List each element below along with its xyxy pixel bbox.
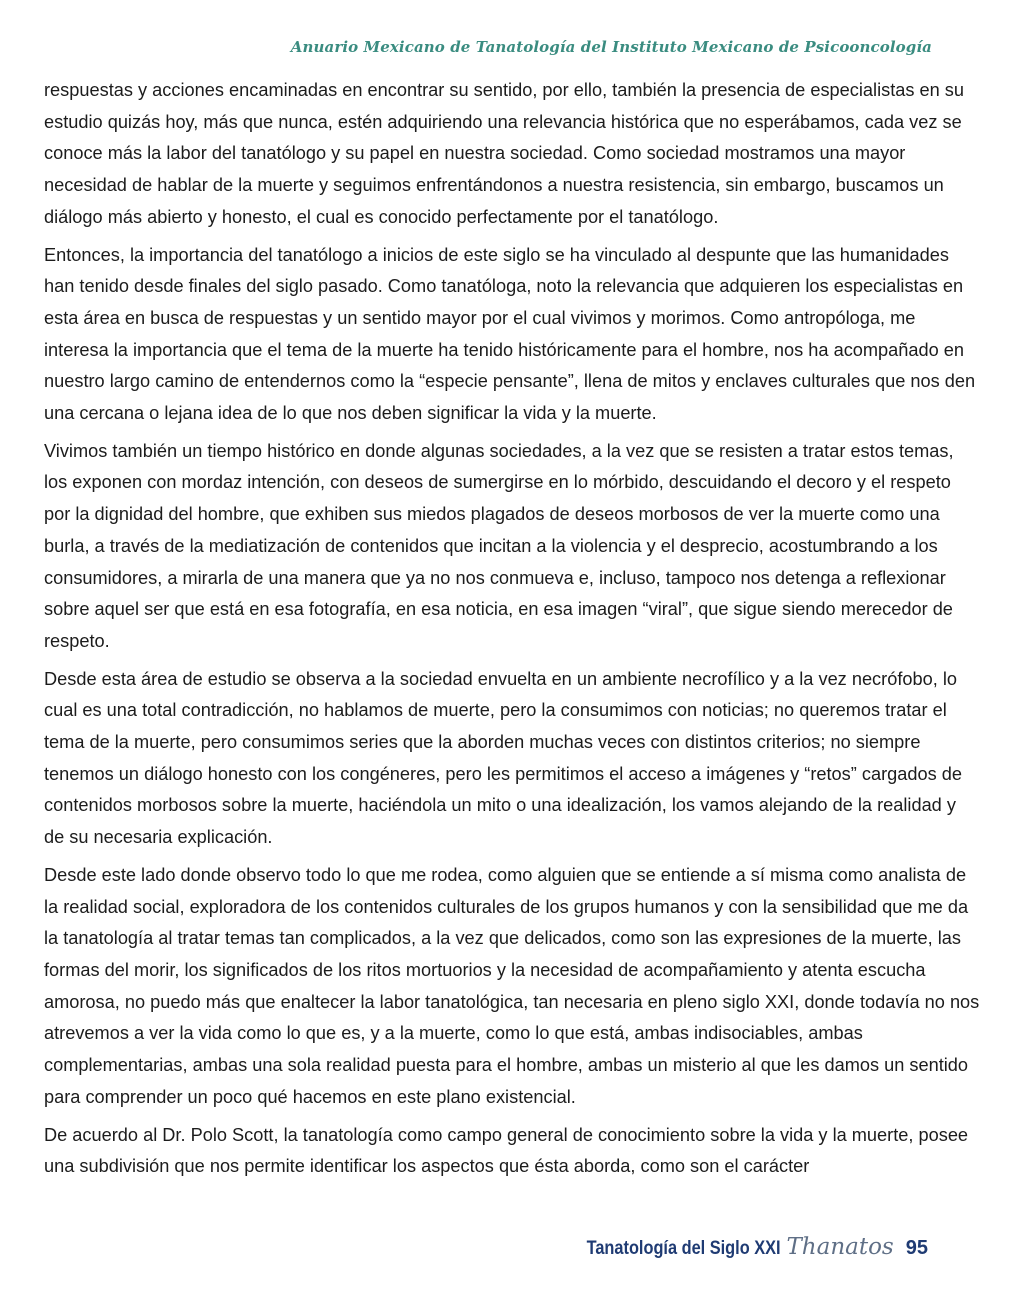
paragraph: Desde esta área de estudio se observa a la sociedad envuelta en un ambiente necrofílico y a la vez necrófobo, lo cual es una total contradicción, no hablamos de muerte, pero la consumimos con noticias; no queremos tratar el tema de la muerte, pero consumimos series que la aborden muchas veces con distintos criterios; no siempre tenemos un diálogo honesto con los congéneres, pero les permitimos el acceso a imágenes y “retos” cargados de contenidos morbosos sobre la muerte, haciéndola un mito o una idealización, los vamos alejando de la realidad y de su necesaria explicación. bbox=[44, 668, 962, 848]
paragraph: respuestas y acciones encaminadas en encontrar su sentido, por ello, también la presencia de especialistas en su estudio quizás hoy, más que nunca, estén adquiriendo una relevancia histórica que no esperábamos, cada vez se conoce más la labor del tanatólogo y su papel en nuestra sociedad. Como sociedad mostramos una mayor necesidad de hablar de la muerte y seguimos enfrentándonos a nuestra resistencia, sin embargo, buscamos un diálogo más abierto y honesto, el cual es conocido perfectamente por el tanatólogo. bbox=[44, 80, 965, 227]
page-footer bbox=[0, 1234, 928, 1260]
paragraph: Desde este lado donde observo todo lo que me rodea, como alguien que se entiende a sí misma como analista de la realidad social, exploradora de los contenidos culturales de los grupos humanos y con la sensibilidad que me da la tanatología al tratar temas tan complicados, a la vez que delicados, como son las expresiones de la muerte, las formas del morir, los significados de los ritos mortuorios y la necesidad de acompañamiento y atenta escucha amorosa, no puedo más que enaltecer la labor tanatológica, tan necesaria en pleno siglo XXI, donde todavía no nos atrevemos a ver la vida como lo que es, y a la muerte, como lo que está, ambas indisociables, ambas complementarias, ambas una sola realidad puesta para el hombre, ambas un misterio al que les damos un sentido para comprender un poco qué hacemos en este plano existencial. bbox=[44, 864, 980, 1107]
footer-section-title: Tanatología del Siglo XXI bbox=[586, 1238, 781, 1259]
paragraph: Entonces, la importancia del tanatólogo a inicios de este siglo se ha vinculado al despunte que las humanidades han tenido desde finales del siglo pasado. Como tanatóloga, noto la relevancia que adquieren los especialistas en esta área en busca de respuestas y un sentido mayor por el cual vivimos y morimos. Como antropóloga, me interesa la importancia que el tema de la muerte ha tenido históricamente para el hombre, nos ha acompañado en nuestro largo camino de entendernos como la “especie pensante”, llena de mitos y enclaves culturales que nos den una cercana o lejana idea de lo que nos deben significar la vida y la muerte. bbox=[44, 244, 976, 424]
article-body bbox=[44, 75, 980, 1189]
page-number: 95 bbox=[905, 1237, 928, 1259]
paragraph: De acuerdo al Dr. Polo Scott, la tanatología como campo general de conocimiento sobre la vida y la muerte, posee una subdivisión que nos permite identificar los aspectos que ésta aborda, como son el carácter bbox=[44, 1124, 969, 1177]
thanatos-logo: Thanatos bbox=[786, 1234, 894, 1260]
running-header: Anuario Mexicano de Tanatología del Instituto Mexicano de Psicooncología bbox=[290, 38, 932, 56]
paragraph: Vivimos también un tiempo histórico en donde algunas sociedades, a la vez que se resisten a tratar estos temas, los exponen con mordaz intención, con deseos de sumergirse en lo mórbido, descuidando el decoro y el respeto por la dignidad del hombre, que exhiben sus miedos plagados de deseos morbosos de ver la muerte como una burla, a través de la mediatización de contenidos que incitan a la violencia y el desprecio, acostumbrando a los consumidores, a mirarla de una manera que ya no nos conmueva e, incluso, tampoco nos detenga a reflexionar sobre aquel ser que está en esa fotografía, en esa noticia, en esa imagen “viral”, que sigue siendo merecedor de respeto. bbox=[44, 440, 954, 651]
